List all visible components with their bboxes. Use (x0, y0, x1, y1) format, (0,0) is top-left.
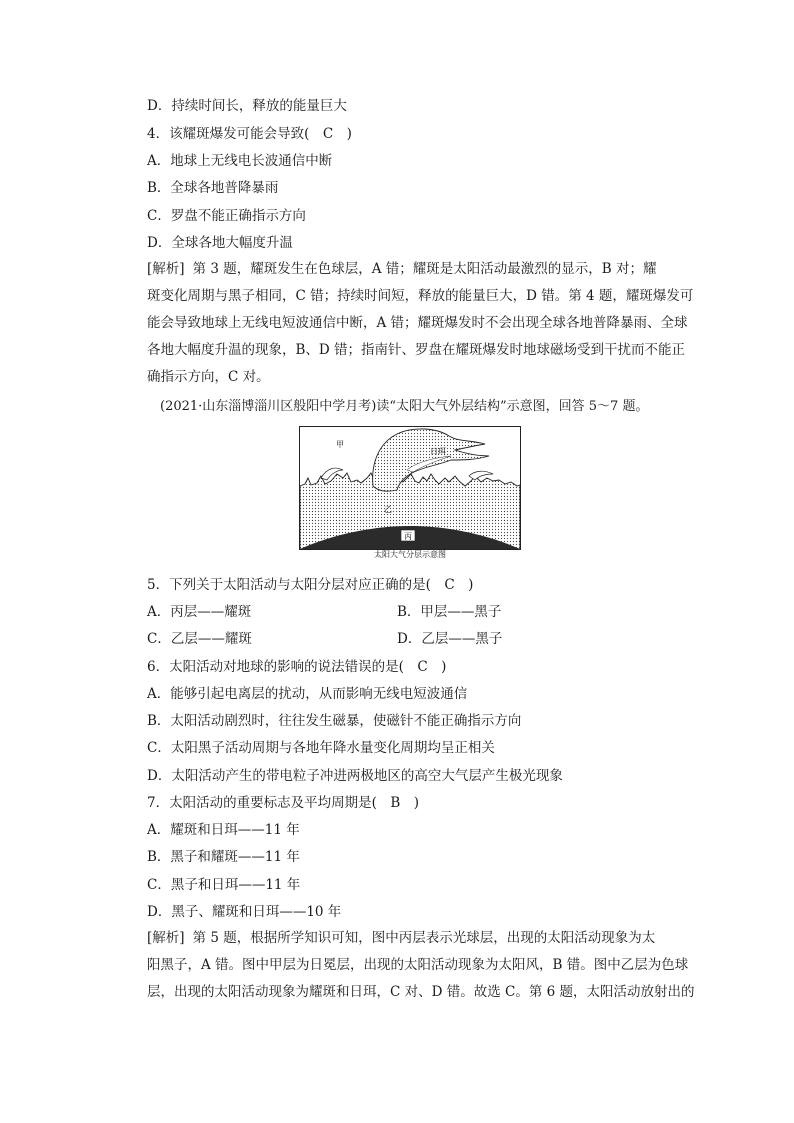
q7-option-b: B．黑子和耀斑——11 年 (147, 849, 300, 865)
q7-option-a: A．耀斑和日珥——11 年 (147, 822, 300, 838)
q5-option-b: B．甲层——黑子 (397, 604, 502, 620)
analysis-1 (147, 256, 694, 391)
q6-option-a: A．能够引起电离层的扰动，从而影响无线电短波通信 (147, 686, 468, 702)
analysis-line: 斑变化周期与黑子相同，C 错；持续时间短，释放的能量巨大，D 错。第 4 题，耀斑爆发可 (147, 288, 694, 304)
analysis-line: 第 3 题，耀斑发生在色球层，A 错；耀斑是太阳活动最激烈的显示，B 对；耀 (192, 261, 657, 277)
q5-option-a: A．丙层——耀斑 (147, 604, 252, 620)
q7-stem: 7．太阳活动的重要标志及平均周期是( B ) (147, 795, 420, 811)
analysis-2 (147, 925, 695, 1006)
q5-options-row-2 (147, 629, 502, 649)
q7-option-c: C．黑子和日珥——11 年 (147, 877, 301, 893)
source-line: (2021·山东淄博淄川区般阳中学月考)读“太阳大气外层结构”示意图，回答 5～7 题。 (160, 399, 649, 414)
q6-stem: 6．太阳活动对地球的影响的说法错误的是( C ) (147, 659, 447, 675)
q3-option-d: D．持续时间长，释放的能量巨大 (147, 98, 347, 114)
label-jia: 甲 (336, 440, 344, 449)
analysis-tag: [解析] (147, 930, 185, 946)
q5-options-row-1 (147, 602, 501, 622)
figure-caption: 太阳大气分层示意图 (374, 550, 446, 559)
q5-option-c: C．乙层——耀斑 (147, 631, 252, 647)
q7-option-d: D．黑子、耀斑和日珥——10 年 (147, 904, 342, 920)
solar-atmosphere-diagram (299, 426, 521, 560)
diagram-svg (299, 426, 521, 550)
analysis-line: 层，出现的太阳活动现象为耀斑和日珥，C 对、D 错。故选 C。第 6 题，太阳活动放射出的 (147, 984, 695, 1000)
q5-option-d: D．乙层——黑子 (397, 631, 503, 647)
q4-option-b: B．全球各地普降暴雨 (147, 180, 279, 196)
analysis-line: 确指示方向，C 对。 (147, 369, 270, 385)
label-bing: 丙 (404, 532, 412, 541)
analysis-tag: [解析] (147, 261, 185, 277)
q4-option-d: D．全球各地大幅度升温 (147, 235, 293, 251)
q4-option-c: C．罗盘不能正确指示方向 (147, 208, 306, 224)
q6-option-c: C．太阳黑子活动周期与各地年降水量变化周期均呈正相关 (147, 740, 495, 756)
q4-option-a: A．地球上无线电长波通信中断 (147, 153, 333, 169)
q6-option-d: D．太阳活动产生的带电粒子冲进两极地区的高空大气层产生极光现象 (147, 768, 563, 784)
analysis-line: 能会导致地球上无线电短波通信中断，A 错；耀斑爆发时不会出现全球各地普降暴雨、全球 (147, 315, 688, 331)
analysis-line: 各地大幅度升温的现象，B、D 错；指南针、罗盘在耀斑爆发时地球磁场受到干扰而不能正 (147, 342, 686, 358)
q5-stem: 5．下列关于太阳活动与太阳分层对应正确的是( C ) (147, 577, 474, 593)
q6-option-b: B．太阳活动剧烈时，往往发生磁暴，使磁针不能正确指示方向 (147, 713, 522, 729)
label-yi: 乙 (384, 505, 392, 514)
analysis-line: 第 5 题，根据所学知识可知，图中丙层表示光球层，出现的太阳活动现象为太 (192, 930, 656, 946)
label-rier: 日珥 (430, 447, 446, 456)
analysis-line: 阳黑子，A 错。图中甲层为日冕层，出现的太阳活动现象为太阳风，B 错。图中乙层为色球 (147, 957, 689, 973)
q4-stem: 4．该耀斑爆发可能会导致( C ) (147, 126, 352, 142)
